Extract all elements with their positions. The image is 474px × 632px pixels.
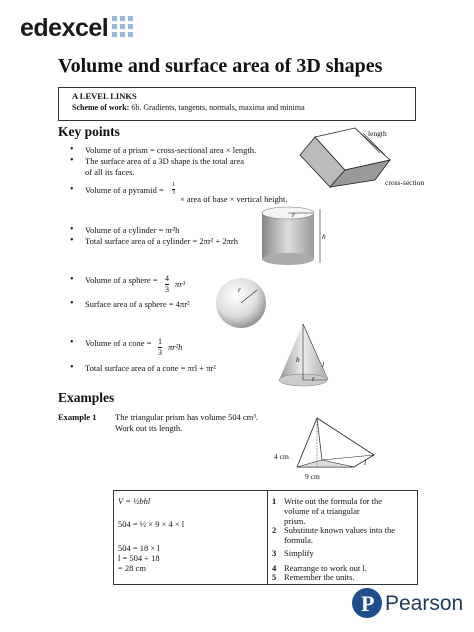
links-box (58, 87, 416, 121)
bullet-cone-volume: • Volume of a cone = $\frac{1}{3}$ πr²h (70, 337, 183, 357)
pearson-logo-icon (352, 588, 382, 618)
scheme-text: 6b. Gradients, tangents, normals, maxima and minima (131, 103, 305, 112)
step-2-text (284, 525, 395, 545)
examples-heading: Examples (58, 390, 115, 405)
triangle-l-label: l (364, 458, 367, 467)
edexcel-logo: edexcel (20, 14, 109, 42)
sphere-fraction-numerator: 4 (165, 274, 169, 283)
bullet-surface-area: • The surface area of a 3D shape is the total area of all its faces. (70, 155, 245, 177)
pearson-brand: Pearson (385, 592, 464, 615)
sphere-volume-end: πr³ (175, 279, 186, 289)
cone-volume-end: πr²h (168, 342, 183, 352)
example-label: Example 1 (58, 412, 97, 422)
surface-area-line2: of all its faces. (85, 166, 135, 177)
step-5-number: 5 (272, 572, 277, 582)
sphere-area-text: Surface area of a sphere = 4πr² (85, 299, 190, 309)
sphere-fraction-denominator: 3 (165, 285, 169, 294)
fraction-denominator: 3 (172, 190, 175, 196)
sphere-volume-start: Volume of a sphere = (85, 275, 158, 285)
bullet-sphere-area: • Surface area of a sphere = 4πr² (70, 298, 190, 309)
pyramid-volume-start: Volume of a pyramid = (85, 185, 164, 195)
triangle-4cm-label: 4 cm (274, 452, 289, 461)
prism-cross-section-label: cross-section (385, 178, 425, 187)
cone-fraction (158, 337, 162, 358)
step-3-text: Simplify (284, 548, 314, 558)
links-heading: A LEVEL LINKS (72, 91, 137, 101)
cylinder-h-label: h (322, 232, 326, 241)
sphere-fraction (165, 274, 169, 295)
cone-r-label: r (312, 374, 315, 383)
cylinder-area-text: Total surface area of a cylinder = 2πr² + 2πrh (85, 236, 238, 246)
page-title: Volume and surface area of 3D shapes (58, 55, 383, 77)
table-divider (267, 491, 268, 584)
example-text-2: Work out its length. (115, 423, 183, 433)
cone-l-label: l (322, 360, 325, 369)
example-text-1: The triangular prism has volume 504 cm³. (115, 412, 259, 422)
step-2-line-2: formula. (284, 535, 314, 545)
working-line-2: 504 = ½ × 9 × 4 × l (118, 519, 185, 529)
triangular-prism-figure (292, 410, 382, 478)
sphere-figure (214, 276, 268, 330)
step-3-number: 3 (272, 548, 277, 558)
pyramid-fraction (172, 182, 175, 197)
step-2-line-1: Substitute known values into the (284, 525, 395, 535)
key-points-heading: Key points (58, 124, 120, 139)
step-1-line-2: volume of a triangular (284, 506, 360, 516)
prism-length-label: length (368, 129, 387, 138)
cone-volume-start: Volume of a cone = (85, 338, 152, 348)
step-5-text: Remember the units. (284, 572, 355, 582)
cylinder-r-label: r (292, 210, 295, 219)
bullet-cone-area: • Total surface area of a cone = πrl + πr² (70, 362, 216, 373)
bullet-sphere-volume: • Volume of a sphere = $\frac{4}{3}$ πr³ (70, 274, 186, 294)
bullet-pyramid-volume: • Volume of a pyramid = $\frac{1}{3}$ × area of base × vertical height. (70, 182, 288, 204)
step-2-number: 2 (272, 525, 277, 535)
step-1-line-3: prism. (284, 516, 306, 526)
working-line-5: = 28 cm (118, 563, 146, 573)
cone-area-text: Total surface area of a cone = πrl + πr² (85, 363, 216, 373)
prism-volume-text: Volume of a prism = cross-sectional area × length. (85, 145, 257, 155)
bullet-cylinder-area: • Total surface area of a cylinder = 2πr² + 2πrh (70, 235, 238, 246)
pyramid-volume-end: × area of base × vertical height. (180, 194, 288, 204)
working-line-1: V = ½bhl (118, 496, 151, 506)
working-line-3: 504 = 18 × l (118, 543, 160, 553)
bullet-cylinder-volume: • Volume of a cylinder = πr²h (70, 224, 180, 235)
step-4-text: Rearrange to work out l. (284, 563, 367, 573)
step-1-text (284, 496, 382, 526)
bullet-prism-volume: • Volume of a prism = cross-sectional area × length. (70, 144, 257, 155)
surface-area-line1: The surface area of a 3D shape is the total area (85, 156, 245, 166)
scheme-label: Scheme of work: (72, 103, 130, 112)
cone-fraction-numerator: 1 (158, 337, 162, 346)
step-4-number: 4 (272, 563, 277, 573)
step-1-line-1: Write out the formula for the (284, 496, 383, 506)
triangle-9cm-label: 9 cm (305, 472, 320, 481)
step-1-number: 1 (272, 496, 277, 506)
svg-text:P: P (361, 591, 375, 616)
sphere-r-label: r (238, 285, 241, 294)
scheme-of-work (72, 103, 305, 112)
cone-figure (276, 322, 334, 392)
worked-solution-table (113, 490, 418, 585)
edexcel-grid-icon (112, 16, 134, 38)
cone-h-label: h (296, 355, 300, 364)
working-line-4: l = 504 ÷ 18 (118, 553, 160, 563)
cylinder-volume-text: Volume of a cylinder = πr²h (85, 225, 180, 235)
fraction-numerator: 1 (172, 182, 175, 188)
cone-fraction-denominator: 3 (158, 348, 162, 357)
